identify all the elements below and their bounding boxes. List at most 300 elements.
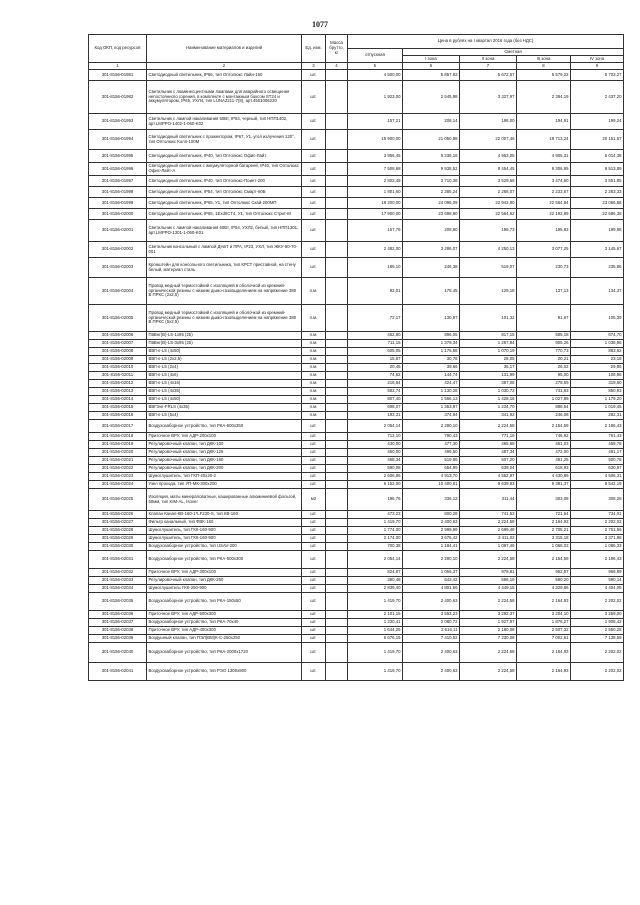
cell-mass	[326, 663, 348, 681]
cell-name: Приточное ВРУ, тип АДР-400х300	[147, 627, 302, 635]
cell-price-zone-1: 24 096,09	[403, 198, 460, 209]
cell-price-zone-2: 9 639,83	[460, 481, 517, 489]
cell-code: 301-8156-02023	[89, 473, 147, 481]
cell-unit: п.м.	[302, 305, 326, 332]
table-row	[89, 176, 624, 187]
table-row	[89, 551, 624, 569]
cell-price-zone-3: 5 579,22	[517, 70, 571, 81]
cell-price-release: 6 676,15	[348, 635, 403, 643]
cell-price-zone-1: 10 400,61	[403, 481, 460, 489]
cell-price-zone-3: 303,08	[517, 489, 571, 511]
cell-code: 301-8156-02001	[89, 220, 147, 242]
cell-price-zone-3: 19 713,24	[517, 130, 571, 150]
cell-price-zone-3: 472,00	[517, 449, 571, 457]
cell-name: ВВГнг-LS (4х16)	[147, 380, 302, 388]
cell-price-zone-3: 20,21	[517, 356, 571, 364]
table-row	[89, 332, 624, 340]
cell-price-zone-3: 4 430,89	[517, 473, 571, 481]
cell-price-zone-1: 2 385,24	[403, 187, 460, 198]
cell-price-release: 712,10	[348, 433, 403, 441]
cell-price-zone-2: 2 224,58	[460, 519, 517, 527]
cell-price-zone-4: 2 751,56	[571, 527, 624, 535]
cell-name: Светодиодный светильник, IP66, тип Оптолюкс Лайн-150	[147, 70, 302, 81]
cell-price-zone-4: 3 145,67	[571, 242, 624, 258]
cell-code: 301-8156-01998	[89, 187, 147, 198]
cell-price-release: 2 839,40	[348, 585, 403, 593]
cell-name: Изоляция, маты минераловатные, кашированные алюминиевой фольгой, 50мм, тип KIM-AL, Isover	[147, 489, 302, 511]
cell-mass	[326, 372, 348, 380]
cell-price-zone-4: 590,14	[571, 577, 624, 585]
cell-name: ПвВнг(В)-LS-1х95 (25)	[147, 332, 302, 340]
cell-name: Воздухозаборное устройство, тип РКА-500х300	[147, 551, 302, 569]
cell-price-zone-4: 761,43	[571, 433, 624, 441]
table-row	[89, 593, 624, 611]
cell-price-zone-4: 134,37	[571, 278, 624, 305]
table-row	[89, 619, 624, 627]
cell-price-zone-4: 3 259,00	[571, 611, 624, 619]
cell-price-zone-2: 1 234,70	[460, 404, 517, 412]
cell-name: Воздухозаборное устройство, тип РКА-600х350	[147, 420, 302, 433]
cell-unit: шт.	[302, 519, 326, 527]
cell-price-zone-4: 2 437,20	[571, 81, 624, 114]
cell-name: Воздухозаборное устройство, тип РЭО 1300х800	[147, 663, 302, 681]
cell-code: 301-8156-02005	[89, 305, 147, 332]
cell-code: 301-8156-02028	[89, 527, 147, 535]
cell-price-zone-1: 2 400,63	[403, 643, 460, 663]
cell-price-zone-2: 978,81	[460, 569, 517, 577]
cell-code: 301-8156-02025	[89, 489, 147, 511]
cell-name: Воздухозаборное устройство, тип РКА-150х50	[147, 593, 302, 611]
cell-price-zone-1: 178,45	[403, 278, 460, 305]
cell-price-zone-1: 1 130,28	[403, 388, 460, 396]
cell-code: 301-8156-02004	[89, 278, 147, 305]
cell-name: Узел прохода, тип УП-МК-300х200	[147, 481, 302, 489]
table-row	[89, 519, 624, 527]
cell-price-zone-1: 800,28	[403, 511, 460, 519]
cell-price-zone-1: 3 286,07	[403, 242, 460, 258]
cell-price-zone-2: 2 224,58	[460, 420, 517, 433]
cell-price-zone-3: 137,13	[517, 278, 571, 305]
table-row	[89, 187, 624, 198]
cell-mass	[326, 187, 348, 198]
cell-price-zone-3: 585,18	[517, 332, 571, 340]
cell-name: Шумоглушитель, тип ГКП-40х20-2	[147, 473, 302, 481]
cell-price-zone-1: 2 400,63	[403, 663, 460, 681]
cell-code: 301-8156-02039	[89, 635, 147, 643]
cell-mass	[326, 457, 348, 465]
cell-price-zone-3: 2 233,67	[517, 187, 571, 198]
cell-unit: шт.	[302, 535, 326, 543]
cell-mass	[326, 81, 348, 114]
cell-mass	[326, 619, 348, 627]
cell-price-release: 1 774,00	[348, 527, 403, 535]
cell-name: Шумоглушитель, тип ГКК-160-900	[147, 535, 302, 543]
cell-price-zone-3: 246,08	[517, 412, 571, 420]
cell-unit: шт.	[302, 433, 326, 441]
cell-price-release: 450,00	[348, 449, 403, 457]
cell-price-release: 1 923,00	[348, 81, 403, 114]
cell-unit: п.м.	[302, 332, 326, 340]
cell-name: Светодиодный светильник, IP40, тип Оптолюкс-Поинт-200	[147, 176, 302, 187]
column-number: 7	[460, 63, 517, 70]
page-number: 1077	[312, 20, 328, 29]
header-mass: Масса брутто, кг	[326, 35, 348, 63]
cell-unit: шт.	[302, 465, 326, 473]
cell-price-zone-1: 2 400,63	[403, 519, 460, 527]
cell-price-zone-3: 952,57	[517, 569, 571, 577]
cell-price-release: 2 174,00	[348, 535, 403, 543]
cell-price-zone-4: 2 202,02	[571, 663, 624, 681]
cell-mass	[326, 481, 348, 489]
table-row	[89, 611, 624, 619]
cell-price-zone-2: 22 007,46	[460, 130, 517, 150]
cell-mass	[326, 611, 348, 619]
cell-price-release: 20,45	[348, 364, 403, 372]
table-row	[89, 489, 624, 511]
cell-price-zone-4: 4 506,31	[571, 473, 624, 481]
table-row	[89, 481, 624, 489]
cell-price-zone-2: 741,53	[460, 511, 517, 519]
table-row	[89, 396, 624, 404]
cell-price-zone-3: 3 204,10	[517, 611, 571, 619]
cell-unit: шт.	[302, 81, 326, 114]
cell-unit: шт.	[302, 481, 326, 489]
cell-price-release: 605,05	[348, 348, 403, 356]
cell-unit: п.м.	[302, 388, 326, 396]
cell-price-release: 92,01	[348, 278, 403, 305]
cell-price-zone-4: 308,28	[571, 489, 624, 511]
cell-mass	[326, 449, 348, 457]
cell-price-release: 698,07	[348, 404, 403, 412]
cell-name: Светильник консольный с лампой ДНаТ и ПРА, IP23, УХЛ, тип ЖКУ-50-70-001	[147, 242, 302, 258]
cell-code: 301-8156-02008	[89, 348, 147, 356]
cell-price-zone-1: 208,90	[403, 220, 460, 242]
cell-unit: шт.	[302, 70, 326, 81]
cell-name: Шумоглушитель, тип ГКК-160-900	[147, 527, 302, 535]
header-name: Наименование материалов и изделий	[147, 35, 302, 63]
cell-price-release: 4 500,00	[348, 70, 403, 81]
cell-price-zone-3: 2 154,59	[517, 420, 571, 433]
cell-unit: шт.	[302, 441, 326, 449]
cell-price-zone-3: 741,83	[517, 388, 571, 396]
table-row	[89, 356, 624, 364]
cell-unit: шт.	[302, 187, 326, 198]
cell-unit: шт.	[302, 627, 326, 635]
cell-price-release: 1 419,70	[348, 643, 403, 663]
cell-price-release: 157,21	[348, 114, 403, 130]
table-row	[89, 585, 624, 593]
cell-price-release: 2 054,14	[348, 551, 403, 569]
cell-price-zone-2: 198,00	[460, 114, 517, 130]
cell-code: 301-8156-01995	[89, 150, 147, 163]
cell-code: 301-8156-02015	[89, 404, 147, 412]
cell-price-release: 7 508,68	[348, 163, 403, 176]
cell-price-zone-4: 23,18	[571, 356, 624, 364]
cell-price-release: 473,23	[348, 511, 403, 519]
cell-code: 301-8156-02012	[89, 380, 147, 388]
cell-unit: шт.	[302, 511, 326, 519]
cell-price-zone-3: 4 905,31	[517, 150, 571, 163]
table-row	[89, 635, 624, 643]
table-row	[89, 81, 624, 114]
cell-unit: шт.	[302, 577, 326, 585]
cell-price-zone-2: 36,17	[460, 364, 517, 372]
cell-price-zone-4: 29,86	[571, 364, 624, 372]
cell-price-zone-2: 2 224,58	[460, 663, 517, 681]
cell-code: 301-8156-02016	[89, 412, 147, 420]
cell-unit: шт.	[302, 258, 326, 278]
header-zone-1: I зона	[403, 56, 460, 63]
cell-price-zone-1: 208,14	[403, 114, 460, 130]
table-row	[89, 242, 624, 258]
cell-price-zone-3: 4 329,86	[517, 585, 571, 593]
cell-unit: п.м.	[302, 356, 326, 364]
cell-unit: шт.	[302, 457, 326, 465]
cell-name: Светодиодный светильник с прожектором, IP67, У1, угол излучения 120°, тип Оптолюкс Колл-100М	[147, 130, 302, 150]
cell-price-zone-2: 4 552,97	[460, 473, 517, 481]
cell-unit: шт.	[302, 420, 326, 433]
cell-mass	[326, 433, 348, 441]
cell-unit: шт.	[302, 242, 326, 258]
cell-price-zone-3: 91,67	[517, 305, 571, 332]
cell-price-zone-4: 734,01	[571, 511, 624, 519]
cell-price-release: 74,62	[348, 372, 403, 380]
cell-code: 301-8156-02010	[89, 364, 147, 372]
cell-mass	[326, 577, 348, 585]
table-row	[89, 527, 624, 535]
cell-price-zone-1: 130,97	[403, 305, 460, 332]
table-row	[89, 441, 624, 449]
cell-price-zone-3: 1 068,03	[517, 543, 571, 551]
column-number: 8	[517, 63, 571, 70]
cell-unit: шт.	[302, 473, 326, 481]
cell-price-zone-1: 2 999,99	[403, 527, 460, 535]
cell-price-zone-4: 23 066,58	[571, 198, 624, 209]
cell-code: 301-8156-02041	[89, 663, 147, 681]
column-number-row	[89, 63, 624, 70]
cell-mass	[326, 220, 348, 242]
table-row	[89, 163, 624, 176]
cell-price-zone-1: 336,12	[403, 489, 460, 511]
cell-price-release: 1 801,60	[348, 187, 403, 198]
cell-price-zone-4: 481,17	[571, 449, 624, 457]
cell-unit: п.м.	[302, 404, 326, 412]
cell-name: Воздухозаборное устройство, тип РКА-70х40	[147, 619, 302, 627]
cell-price-release: 218,84	[348, 380, 403, 388]
table-row	[89, 278, 624, 305]
cell-name: ВВГнг-LS (2х2,5)	[147, 356, 302, 364]
cell-mass	[326, 130, 348, 150]
column-number: 6	[403, 63, 460, 70]
cell-code: 301-8156-01993	[89, 114, 147, 130]
cell-price-zone-1: 1 353,97	[403, 404, 460, 412]
cell-code: 301-8156-02019	[89, 441, 147, 449]
cell-price-zone-2: 4 953,05	[460, 150, 517, 163]
header-unit: Ед. изм.	[302, 35, 326, 63]
cell-price-zone-3: 9 381,37	[517, 481, 571, 489]
cell-unit: п.м.	[302, 380, 326, 388]
cell-price-zone-2: 1 257,84	[460, 340, 517, 348]
cell-price-zone-1: 3 676,42	[403, 535, 460, 543]
cell-mass	[326, 176, 348, 187]
cell-mass	[326, 420, 348, 433]
cell-mass	[326, 70, 348, 81]
cell-mass	[326, 396, 348, 404]
table-row	[89, 305, 624, 332]
cell-unit: шт.	[302, 643, 326, 663]
cell-name: ВВГнг-LS (4х6)	[147, 372, 302, 380]
cell-price-release: 1 419,70	[348, 593, 403, 611]
cell-price-zone-4: 5 703,27	[571, 70, 624, 81]
cell-price-zone-3: 491,25	[517, 457, 571, 465]
cell-price-zone-2: 817,15	[460, 332, 517, 340]
cell-mass	[326, 519, 348, 527]
cell-price-zone-1: 477,30	[403, 441, 460, 449]
cell-name: Светодиодный светильник с аккумуляторной батареей, IP40, тип Оптолюкс Офис-Лайт-А	[147, 163, 302, 176]
cell-code: 301-8156-02040	[89, 643, 147, 663]
cell-price-zone-1: 3 553,23	[403, 611, 460, 619]
column-number: 5	[348, 63, 403, 70]
cell-price-zone-2: 2 224,58	[460, 551, 517, 569]
cell-price-zone-3: 2 164,93	[517, 643, 571, 663]
cell-price-release: 700,38	[348, 543, 403, 551]
cell-mass	[326, 348, 348, 356]
cell-code: 301-8156-02014	[89, 396, 147, 404]
cell-unit: шт.	[302, 198, 326, 209]
cell-price-zone-1: 2 616,11	[403, 627, 460, 635]
cell-price-zone-4: 7 138,58	[571, 635, 624, 643]
cell-code: 301-8156-02024	[89, 481, 147, 489]
cell-price-zone-1: 896,05	[403, 332, 460, 340]
cell-mass	[326, 209, 348, 220]
cell-price-zone-4: 1 019,45	[571, 404, 624, 412]
cell-price-zone-2: 22 564,62	[460, 209, 517, 220]
cell-price-zone-2: 596,19	[460, 577, 517, 585]
cell-price-zone-1: 374,94	[403, 412, 460, 420]
cell-price-zone-4: 1 086,33	[571, 543, 624, 551]
cell-price-zone-3: 278,59	[517, 380, 571, 388]
cell-price-zone-2: 7 230,08	[460, 635, 517, 643]
table-row	[89, 643, 624, 663]
cell-price-zone-1: 39,66	[403, 364, 460, 372]
cell-price-zone-3: 3 474,60	[517, 176, 571, 187]
cell-price-zone-1: 1 056,37	[403, 569, 460, 577]
table-row	[89, 372, 624, 380]
cell-price-zone-1: 246,38	[403, 258, 460, 278]
cell-mass	[326, 527, 348, 535]
cell-price-zone-2: 131,99	[460, 372, 517, 380]
cell-price-zone-3: 2 164,93	[517, 663, 571, 681]
cell-price-zone-1: 1 378,34	[403, 340, 460, 348]
cell-price-zone-3: 1 876,27	[517, 619, 571, 627]
cell-price-zone-4: 5 014,38	[571, 150, 624, 163]
cell-unit: шт.	[302, 585, 326, 593]
cell-price-zone-4: 2 202,02	[571, 519, 624, 527]
cell-price-release: 2 606,85	[348, 473, 403, 481]
cell-mass	[326, 473, 348, 481]
cell-mass	[326, 551, 348, 569]
cell-price-zone-1: 2 400,63	[403, 593, 460, 611]
cell-price-release: 1 419,70	[348, 663, 403, 681]
cell-price-zone-3: 22 564,84	[517, 198, 571, 209]
cell-name: Приточное ВРУ, тип АДР-300х100	[147, 569, 302, 577]
cell-code: 301-8156-02009	[89, 356, 147, 364]
cell-name: Фильтр канальный, тип ФВК-160	[147, 519, 302, 527]
table-row	[89, 535, 624, 543]
cell-name: Приточное ВРУ, тип АДР-200х100	[147, 433, 302, 441]
table-row	[89, 364, 624, 372]
cell-price-zone-4: 3 551,85	[571, 176, 624, 187]
column-number: 9	[571, 63, 624, 70]
cell-price-zone-2: 3 411,02	[460, 535, 517, 543]
cell-name: Провод медный термостойкий с изоляцией в оболочкой из кремний-органической резины с низким дымо-газовыделением на напряжение 380 В ПРКС (2х2,5)	[147, 278, 302, 305]
table-row	[89, 388, 624, 396]
cell-name: Регулировочный клапан, тип ДКК-250	[147, 577, 302, 585]
cell-price-zone-2: 1 097,46	[460, 543, 517, 551]
header-zone-2: II зона	[460, 56, 517, 63]
cell-price-zone-2: 519,07	[460, 258, 517, 278]
cell-code: 301-8156-01999	[89, 198, 147, 209]
column-number: 1	[89, 63, 147, 70]
cell-price-release: 17 900,00	[348, 209, 403, 220]
header-zone-3: III зона	[517, 56, 571, 63]
cell-price-zone-3: 3 315,18	[517, 535, 571, 543]
cell-name: Приточное ВРУ, тип АДР-500х300	[147, 611, 302, 619]
cell-price-zone-2: 22 942,80	[460, 198, 517, 209]
cell-price-zone-3: 194,91	[517, 114, 571, 130]
cell-name: Светодиодный светильник, IP40, тип Оптолюкс Офис-Лайт	[147, 150, 302, 163]
cell-name: Светодиодный светильник, IP54, тип Оптолюкс Смарт-60Б	[147, 187, 302, 198]
cell-name: Воздухозаборное устройство, тип USAV-200	[147, 543, 302, 551]
cell-code: 301-8156-02013	[89, 388, 147, 396]
cell-unit: п.м.	[302, 396, 326, 404]
cell-price-zone-2: 3 529,66	[460, 176, 517, 187]
cell-price-zone-4: 319,60	[571, 380, 624, 388]
cell-price-zone-2: 9 454,45	[460, 163, 517, 176]
cell-mass	[326, 569, 348, 577]
cell-mass	[326, 441, 348, 449]
cell-name: Кронштейн для консольного светильника, тип КРСТ приставной, на стену белый, материал сталь	[147, 258, 302, 278]
cell-mass	[326, 404, 348, 412]
cell-code: 301-8156-02036	[89, 611, 147, 619]
cell-mass	[326, 380, 348, 388]
cell-price-release: 711,15	[348, 340, 403, 348]
table-row	[89, 130, 624, 150]
cell-price-zone-4: 108,96	[571, 372, 624, 380]
cell-price-zone-1: 4 801,66	[403, 585, 460, 593]
cell-unit: шт.	[302, 209, 326, 220]
cell-price-release: 824,87	[348, 569, 403, 577]
table-row	[89, 465, 624, 473]
cell-name: ПвВнг(В)-LS-3х95 (25)	[147, 340, 302, 348]
cell-price-zone-1: 2 280,10	[403, 551, 460, 569]
cell-price-zone-3: 451,03	[517, 441, 571, 449]
cell-name: Светильник с люминесцентными лампами для аварийного освещения непостоянного горения, в комплекте с монтажным боксом ST24 и аккумулятором, IP65, УХЛ4, тип LUNA2211-7(8), арт.4501006220	[147, 81, 302, 114]
cell-code: 301-8156-02006	[89, 332, 147, 340]
cell-price-zone-3: 9 306,95	[517, 163, 571, 176]
cell-price-release: 2 802,49	[348, 176, 403, 187]
cell-price-zone-4: 4 404,05	[571, 585, 624, 593]
cell-mass	[326, 364, 348, 372]
cell-price-zone-3: 770,73	[517, 348, 571, 356]
cell-price-zone-2: 3 292,37	[460, 611, 517, 619]
cell-price-zone-4: 2 202,02	[571, 593, 624, 611]
cell-mass	[326, 114, 348, 130]
cell-name: ВВГнг-LS (4х35)	[147, 388, 302, 396]
cell-mass	[326, 388, 348, 396]
cell-unit: шт.	[302, 449, 326, 457]
table-row	[89, 420, 624, 433]
